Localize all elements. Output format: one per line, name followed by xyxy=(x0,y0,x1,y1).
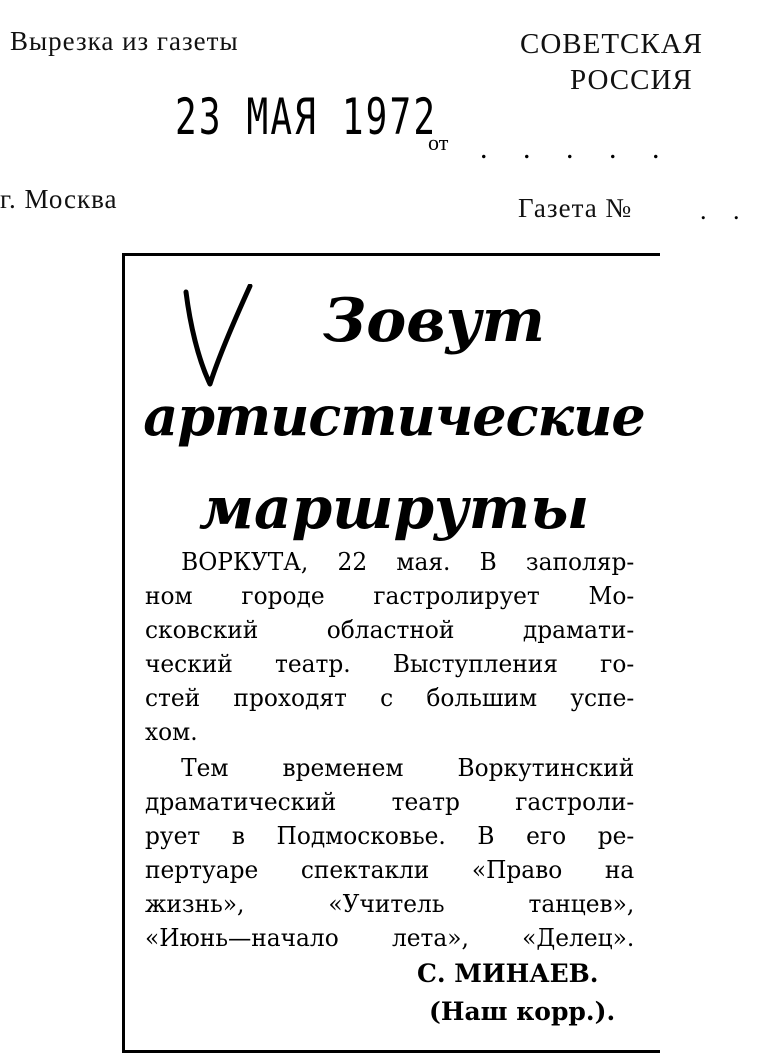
author-signature: С. МИНАЕВ. xyxy=(417,959,599,988)
paragraph-line: ческий театр. Выступления го- xyxy=(145,649,635,678)
newspaper-name-line1: СОВЕТСКАЯ xyxy=(520,28,704,60)
clipping-label: Вырезка из газеты xyxy=(10,26,239,56)
paragraph-line: Тем временем Воркутинский xyxy=(181,753,635,782)
gazette-number-dots: . . xyxy=(700,196,750,225)
date-dots: . . . . . xyxy=(480,132,674,165)
paragraph-line: пертуаре спектакли «Право на xyxy=(145,855,635,884)
author-note: (Наш корр.). xyxy=(429,997,616,1026)
paragraph-line: рует в Подмосковье. В его ре- xyxy=(145,821,635,850)
article-paragraph-2 xyxy=(145,751,634,955)
date-stamp: 23 МАЯ 1972 xyxy=(175,88,438,146)
headline-line2: артистические xyxy=(143,384,645,448)
paragraph-line: ВОРКУТА, 22 мая. В заполяр- xyxy=(181,547,635,576)
date-prefix: от xyxy=(428,130,449,155)
headline-line3: маршруты xyxy=(198,474,590,542)
newspaper-name-line2: РОССИЯ xyxy=(570,64,693,96)
headline-line1: Зовут xyxy=(322,286,546,356)
city-label: г. Москва xyxy=(0,184,118,214)
paragraph-line: ном городе гастролирует Мо- xyxy=(145,581,635,610)
article-paragraph-1 xyxy=(145,545,634,749)
gazette-number-label: Газета № xyxy=(518,193,633,223)
paragraph-line: жизнь», «Учитель танцев», xyxy=(145,889,635,918)
paragraph-line: хом. xyxy=(145,717,198,746)
paragraph-line: стей проходят с большим успе- xyxy=(145,683,635,712)
newspaper-clipping xyxy=(122,253,660,1053)
paragraph-line: «Июнь—начало лета», «Делец». xyxy=(145,923,635,952)
paragraph-line: сковский областной драмати- xyxy=(145,615,635,644)
paragraph-line: драматический театр гастроли- xyxy=(145,787,635,816)
